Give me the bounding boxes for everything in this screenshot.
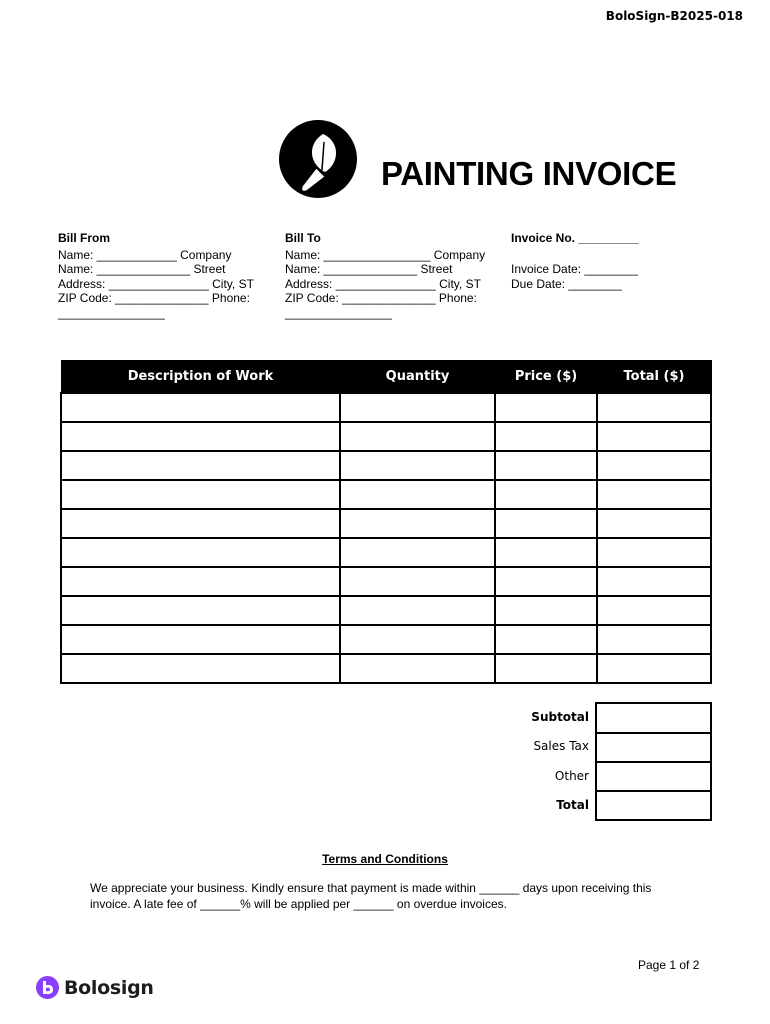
price-cell[interactable] — [495, 393, 597, 422]
price-cell[interactable] — [495, 625, 597, 654]
description-cell[interactable] — [61, 422, 340, 451]
bill-to-line: ________________ — [285, 305, 392, 320]
document-id: BoloSign-B2025-018 — [605, 9, 743, 23]
bolosign-brand — [36, 976, 154, 999]
paintbrush-leaf-logo-icon — [279, 120, 357, 198]
invoice-title: PAINTING INVOICE — [381, 155, 677, 192]
total-row — [500, 791, 712, 821]
total-cell[interactable] — [597, 480, 711, 509]
total-cell[interactable] — [597, 596, 711, 625]
sales-tax-label: Sales Tax — [533, 739, 589, 754]
price-cell[interactable] — [495, 567, 597, 596]
bill-from-line: Name: ____________ Company — [58, 247, 232, 262]
table-row — [61, 654, 711, 683]
table-row — [61, 596, 711, 625]
table-row — [61, 480, 711, 509]
quantity-cell[interactable] — [340, 625, 495, 654]
invoice-meta-section — [511, 231, 711, 291]
sales-tax-row — [500, 732, 712, 762]
line-items-table — [60, 360, 712, 684]
table-row — [61, 451, 711, 480]
column-header-quantity: Quantity — [340, 361, 495, 394]
due-date: Due Date: ________ — [511, 276, 622, 291]
total-label: Total — [556, 798, 589, 813]
table-row — [61, 538, 711, 567]
bill-from-section — [58, 231, 272, 321]
quantity-cell[interactable] — [340, 567, 495, 596]
page-number: Page 1 of 2 — [638, 958, 700, 972]
column-header-price: Price ($) — [495, 361, 597, 394]
quantity-cell[interactable] — [340, 654, 495, 683]
bill-to-line: Name: ________________ Company — [285, 247, 486, 262]
price-cell[interactable] — [495, 654, 597, 683]
terms-heading — [0, 852, 770, 866]
description-cell[interactable] — [61, 625, 340, 654]
subtotal-label: Subtotal — [531, 709, 589, 724]
terms-text: We appreciate your business. Kindly ensure that payment is made within ______ days upon receiving this invoice. A late fee of ______% will be applied per ______ on overdue invoices. — [90, 881, 652, 911]
price-cell[interactable] — [495, 509, 597, 538]
table-row — [61, 625, 711, 654]
table-row — [61, 509, 711, 538]
total-cell[interactable] — [597, 451, 711, 480]
price-cell[interactable] — [495, 480, 597, 509]
bill-to-line: Name: ______________ Street — [285, 262, 453, 277]
table-row — [61, 393, 711, 422]
sales-tax-field[interactable] — [595, 732, 712, 762]
bill-from-line: ________________ — [58, 305, 165, 320]
description-cell[interactable] — [61, 654, 340, 683]
description-cell[interactable] — [61, 393, 340, 422]
total-cell[interactable] — [597, 567, 711, 596]
other-field[interactable] — [595, 761, 712, 791]
column-header-total: Total ($) — [597, 361, 711, 394]
totals-section — [500, 702, 712, 820]
invoice-meta-spacer — [511, 248, 711, 263]
quantity-cell[interactable] — [340, 509, 495, 538]
bill-to-line: ZIP Code: ______________ Phone: — [285, 291, 477, 306]
price-cell[interactable] — [495, 422, 597, 451]
price-cell[interactable] — [495, 451, 597, 480]
description-cell[interactable] — [61, 567, 340, 596]
description-cell[interactable] — [61, 538, 340, 567]
description-cell[interactable] — [61, 451, 340, 480]
total-field[interactable] — [595, 790, 712, 822]
bill-from-line: ZIP Code: ______________ Phone: — [58, 291, 250, 306]
bolosign-logo-icon — [36, 976, 59, 999]
bill-to-section — [285, 231, 499, 321]
total-cell[interactable] — [597, 654, 711, 683]
other-row — [500, 761, 712, 791]
column-header-description: Description of Work — [61, 361, 340, 394]
total-cell[interactable] — [597, 509, 711, 538]
terms-heading-text: Terms and Conditions — [322, 852, 448, 866]
price-cell[interactable] — [495, 538, 597, 567]
bill-to-heading: Bill To — [285, 231, 321, 245]
quantity-cell[interactable] — [340, 422, 495, 451]
subtotal-field[interactable] — [595, 702, 712, 732]
description-cell[interactable] — [61, 480, 340, 509]
description-cell[interactable] — [61, 509, 340, 538]
bill-from-line: Name: ______________ Street — [58, 262, 226, 277]
bill-from-heading: Bill From — [58, 231, 111, 245]
subtotal-row — [500, 702, 712, 732]
table-header-row — [61, 361, 711, 394]
total-cell[interactable] — [597, 422, 711, 451]
quantity-cell[interactable] — [340, 596, 495, 625]
table-row — [61, 422, 711, 451]
price-cell[interactable] — [495, 596, 597, 625]
total-cell[interactable] — [597, 625, 711, 654]
quantity-cell[interactable] — [340, 451, 495, 480]
quantity-cell[interactable] — [340, 538, 495, 567]
total-cell[interactable] — [597, 393, 711, 422]
total-cell[interactable] — [597, 538, 711, 567]
invoice-number: Invoice No. _________ — [511, 231, 639, 245]
other-label: Other — [554, 768, 589, 783]
quantity-cell[interactable] — [340, 480, 495, 509]
bill-to-line: Address: _______________ City, ST — [285, 276, 481, 291]
bill-from-line: Address: _______________ City, ST — [58, 276, 254, 291]
brand-name: Bolosign — [64, 976, 154, 999]
table-row — [61, 567, 711, 596]
invoice-date: Invoice Date: ________ — [511, 262, 638, 277]
quantity-cell[interactable] — [340, 393, 495, 422]
description-cell[interactable] — [61, 596, 340, 625]
